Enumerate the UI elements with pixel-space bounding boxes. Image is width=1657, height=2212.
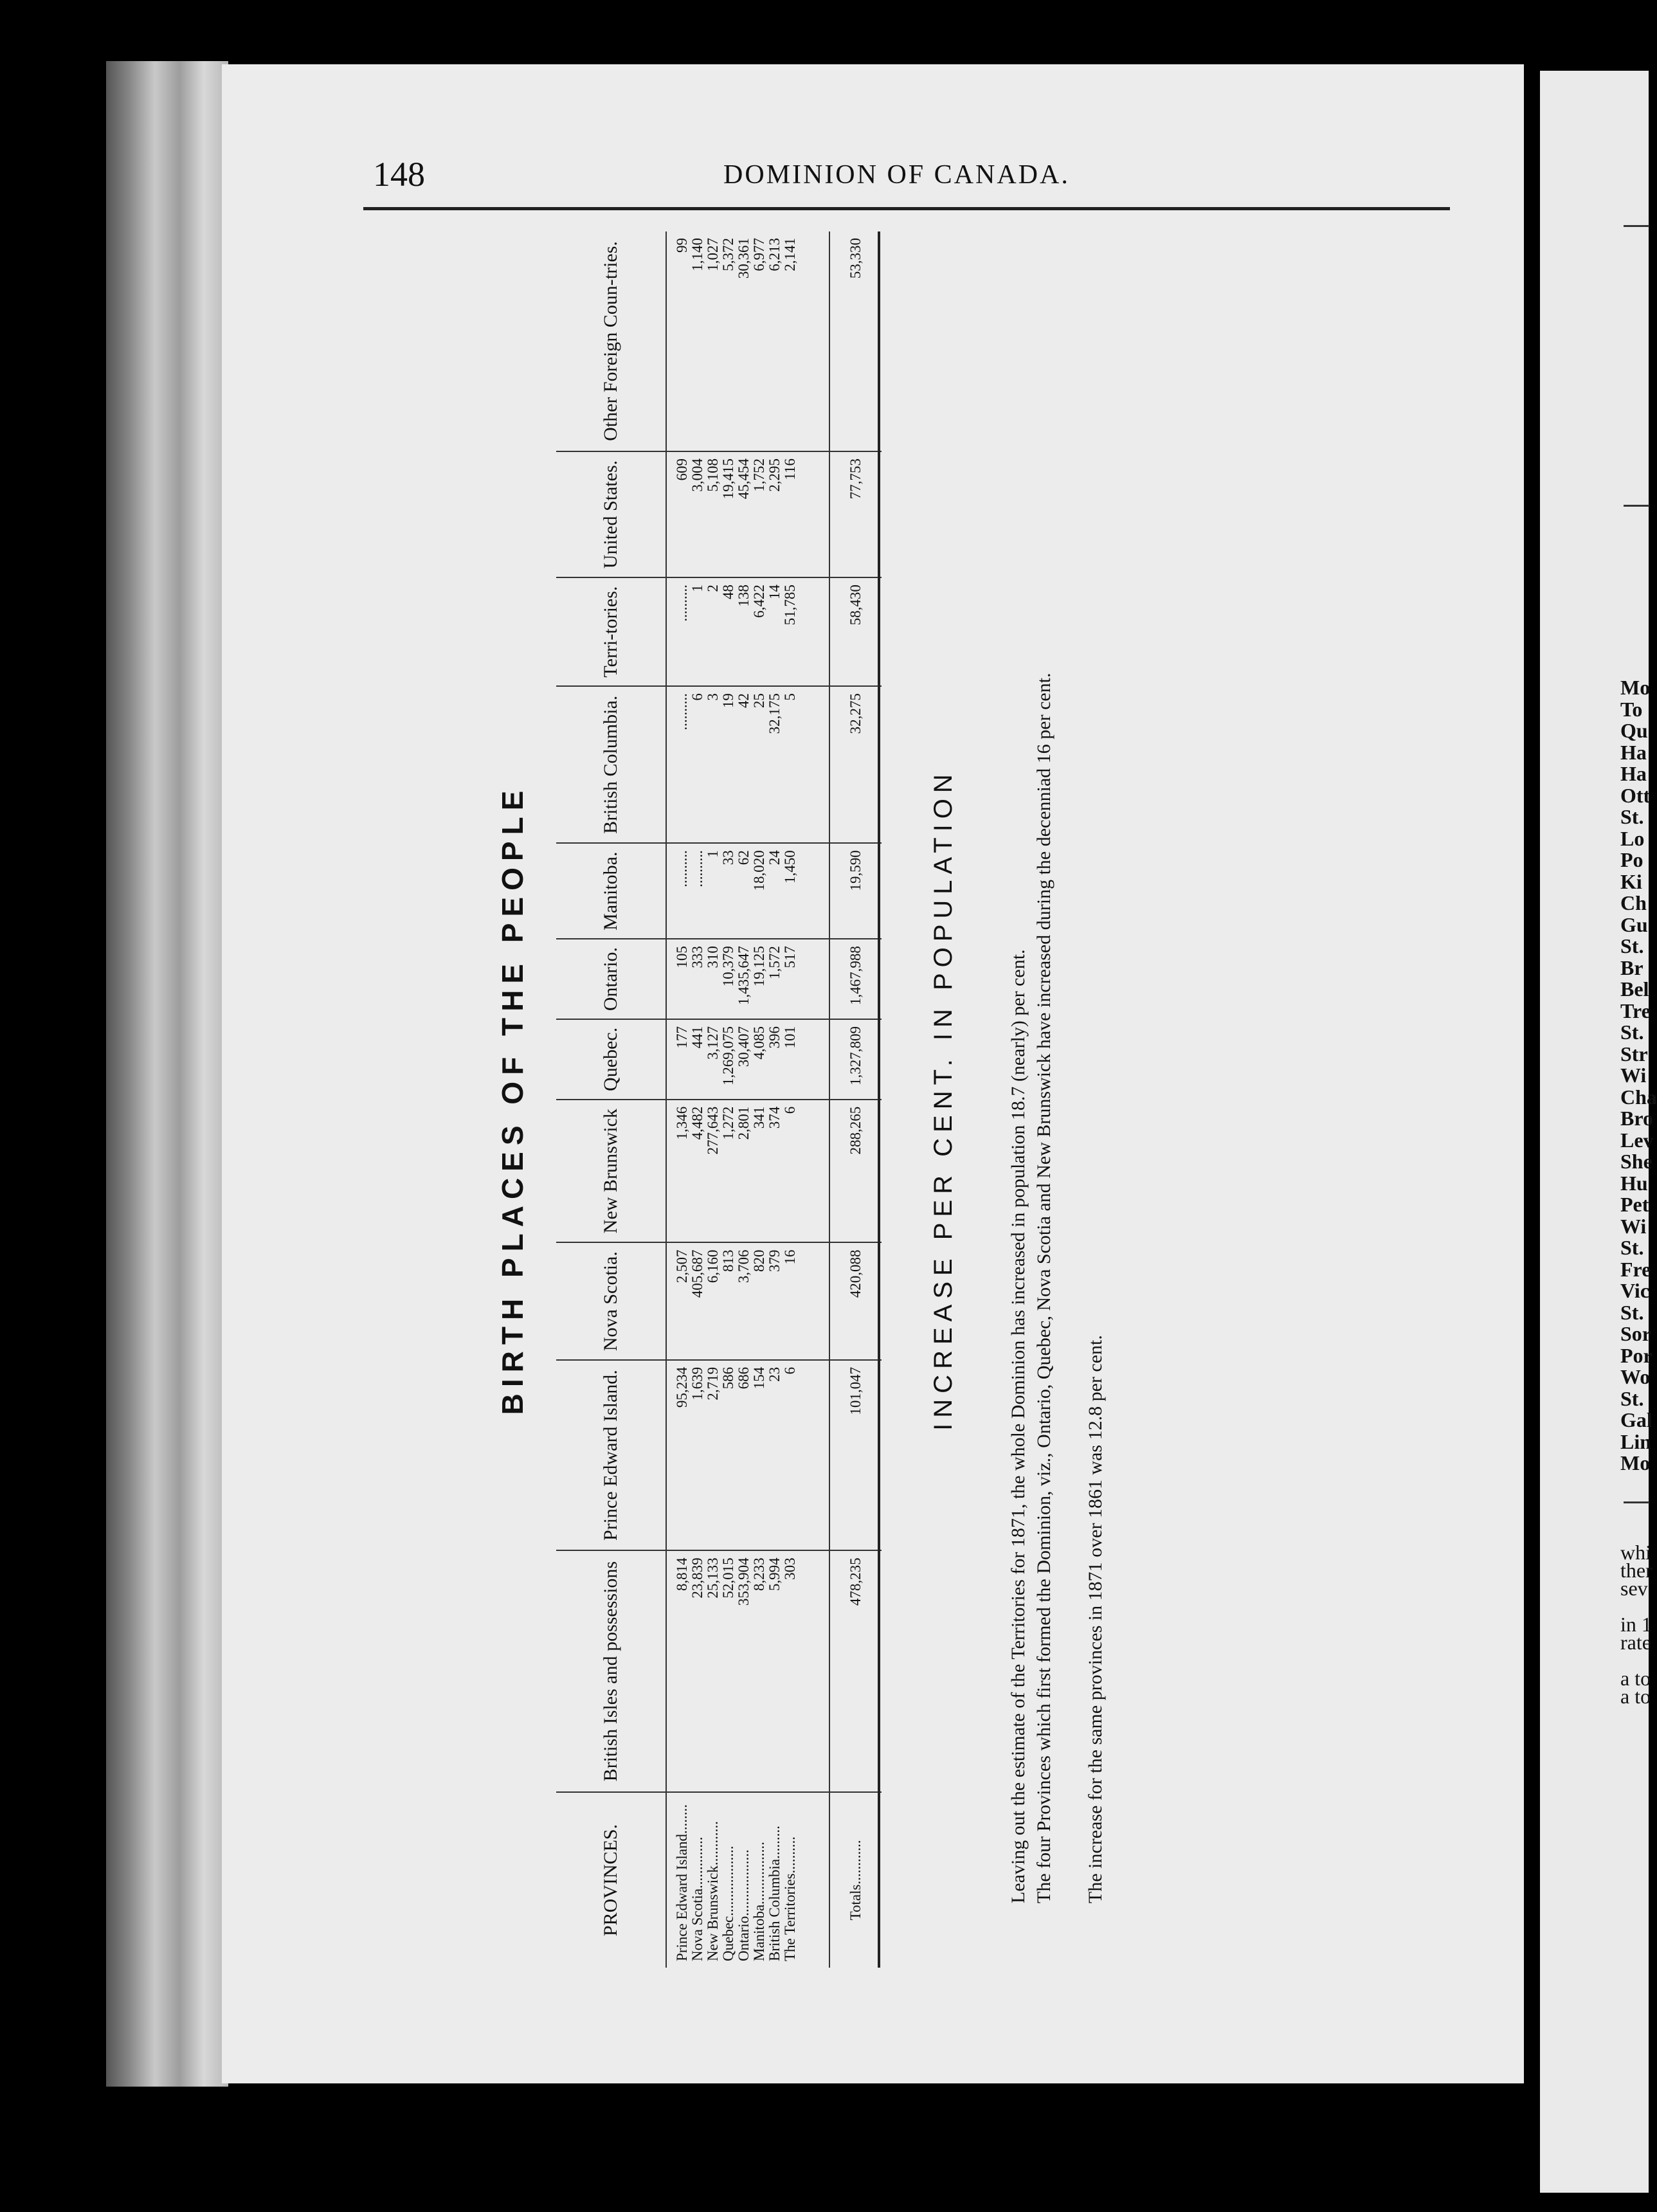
province-name: Manitoba................. bbox=[751, 1842, 767, 1961]
list-fragment: Gal bbox=[1620, 1408, 1652, 1431]
text-fragment: a to bbox=[1620, 1667, 1651, 1690]
list-fragment: Wi bbox=[1620, 1214, 1647, 1238]
table-cell: 1,027 bbox=[705, 238, 721, 271]
adjacent-list-fragments bbox=[1620, 677, 1657, 1474]
table-body bbox=[666, 231, 829, 1968]
list-fragment: Wo bbox=[1620, 1365, 1651, 1388]
total-cell: 420,088 bbox=[829, 1242, 882, 1359]
table-cell: 8,814 bbox=[674, 1557, 690, 1591]
value-column bbox=[666, 577, 829, 686]
table-cell: 1,346 bbox=[674, 1106, 690, 1140]
total-cell: 77,753 bbox=[829, 451, 882, 577]
table-title: BIRTH PLACES OF THE PEOPLE bbox=[496, 784, 529, 1415]
table-cell: 2,507 bbox=[674, 1249, 690, 1283]
table-cell: 353,904 bbox=[736, 1557, 752, 1606]
table-cell: 820 bbox=[751, 1249, 767, 1272]
list-fragment: Mo bbox=[1620, 676, 1651, 699]
total-cell: 288,265 bbox=[829, 1100, 882, 1243]
table-cell: 1,639 bbox=[689, 1366, 705, 1401]
value-column bbox=[666, 451, 829, 577]
list-fragment: Mo bbox=[1620, 1451, 1651, 1474]
list-fragment: Lo bbox=[1620, 826, 1645, 850]
table-cell: 1,140 bbox=[689, 238, 705, 271]
table-cell: 45,454 bbox=[736, 458, 752, 500]
column-header: Other Foreign Coun-tries. bbox=[556, 231, 666, 451]
adjacent-page bbox=[1540, 71, 1657, 2193]
list-fragment: Bel bbox=[1620, 977, 1649, 1001]
table-cell: 1,269,075 bbox=[720, 1026, 736, 1085]
table-cell: 95,234 bbox=[674, 1366, 690, 1408]
value-column bbox=[666, 686, 829, 843]
table-cell: 2,295 bbox=[766, 458, 783, 492]
table-cell: 42 bbox=[736, 693, 752, 709]
table-cell: 14 bbox=[766, 585, 783, 600]
total-cell: 101,047 bbox=[829, 1360, 882, 1551]
table-cell: 303 bbox=[782, 1557, 798, 1580]
paragraph: Leaving out the estimate of the Territories for 1871, the whole Dominion has increased in population 18.7 (nearly) per cent. bbox=[1008, 949, 1029, 1903]
paragraph: The increase for the same provinces in 1871 over 1861 was 12.8 per cent. bbox=[1085, 1335, 1106, 1903]
table-cell: 2,141 bbox=[782, 238, 798, 271]
list-fragment: St. bbox=[1620, 1386, 1644, 1410]
table-bottom-rule bbox=[878, 231, 880, 1968]
table-cell: 3,004 bbox=[689, 458, 705, 492]
rule bbox=[1624, 505, 1649, 507]
province-name: Ontario.................. bbox=[736, 1849, 752, 1961]
column-header: New Brunswick bbox=[556, 1100, 666, 1243]
table-cell: 396 bbox=[766, 1026, 783, 1049]
total-cell: 478,235 bbox=[829, 1550, 882, 1792]
table-cell: 10,379 bbox=[720, 946, 736, 987]
table-cell: 813 bbox=[720, 1249, 736, 1272]
text-fragment: rate bbox=[1620, 1631, 1651, 1654]
province-column bbox=[666, 1792, 829, 1968]
table-cell: 101 bbox=[782, 1026, 798, 1049]
table-cell: 6,422 bbox=[751, 585, 767, 618]
table-cell: 116 bbox=[782, 458, 798, 480]
list-fragment: Ha bbox=[1620, 762, 1647, 785]
total-cell: 32,275 bbox=[829, 686, 882, 843]
table-cell: 379 bbox=[766, 1249, 783, 1272]
table-cell: .......... bbox=[674, 693, 690, 730]
table-cell: 333 bbox=[689, 946, 705, 968]
value-column bbox=[666, 939, 829, 1019]
total-cell: 1,327,809 bbox=[829, 1019, 882, 1100]
table-cell: 277,643 bbox=[705, 1106, 721, 1155]
province-name: New Brunswick............ bbox=[705, 1821, 721, 1961]
list-fragment: Str bbox=[1620, 1042, 1648, 1065]
table-cell: 405,687 bbox=[689, 1249, 705, 1298]
table-cell: 1,752 bbox=[751, 458, 767, 492]
table-cell: 19 bbox=[720, 693, 736, 709]
column-header: United States. bbox=[556, 451, 666, 577]
adjacent-text-fragments bbox=[1620, 1541, 1652, 1708]
table-cell: 1 bbox=[689, 585, 705, 592]
table-cell: 374 bbox=[766, 1106, 783, 1129]
table-cell: 310 bbox=[705, 946, 721, 968]
totals-row bbox=[829, 231, 882, 1968]
table-cell: 3,127 bbox=[705, 1026, 721, 1060]
list-fragment: Tre bbox=[1620, 999, 1651, 1022]
table-cell: 6 bbox=[782, 1366, 798, 1375]
column-header: Terri-tories. bbox=[556, 577, 666, 686]
list-fragment: She bbox=[1620, 1150, 1652, 1173]
table-cell: 3,706 bbox=[736, 1249, 752, 1283]
list-fragment: Lev bbox=[1620, 1128, 1654, 1152]
table-cell: 25 bbox=[751, 693, 767, 709]
table-cell: 138 bbox=[736, 585, 752, 607]
list-fragment: Pet bbox=[1620, 1193, 1649, 1216]
table-cell: 6 bbox=[782, 1106, 798, 1114]
table-cell: 517 bbox=[782, 946, 798, 968]
header-rule bbox=[363, 207, 1450, 210]
table-cell: 586 bbox=[720, 1366, 736, 1390]
page-number: 148 bbox=[373, 155, 425, 194]
rule bbox=[1624, 225, 1649, 227]
column-header: PROVINCES. bbox=[556, 1792, 666, 1968]
table-cell: 6,160 bbox=[705, 1249, 721, 1283]
value-column bbox=[666, 1360, 829, 1551]
column-header: Prince Edward Island. bbox=[556, 1360, 666, 1551]
table-cell: 16 bbox=[782, 1249, 798, 1265]
table-cell: 24 bbox=[766, 850, 783, 866]
table-cell: 62 bbox=[736, 850, 752, 866]
table-cell: 105 bbox=[674, 946, 690, 968]
text-fragment: whi bbox=[1620, 1541, 1651, 1564]
table-cell: .......... bbox=[674, 585, 690, 622]
table-cell: 1,450 bbox=[782, 850, 798, 884]
table-cell: 5 bbox=[782, 693, 798, 701]
value-column bbox=[666, 231, 829, 451]
table-cell: 441 bbox=[689, 1026, 705, 1049]
table-cell: 177 bbox=[674, 1026, 690, 1049]
list-fragment: Ha bbox=[1620, 740, 1647, 764]
book-page-edge bbox=[106, 61, 228, 2087]
value-column bbox=[666, 1550, 829, 1792]
column-header: British Isles and possessions bbox=[556, 1550, 666, 1792]
column-header: British Columbia. bbox=[556, 686, 666, 843]
table-header-row bbox=[556, 231, 666, 1968]
table-cell: 6 bbox=[689, 693, 705, 701]
list-fragment: Por bbox=[1620, 1343, 1652, 1367]
list-fragment: Cha bbox=[1620, 1085, 1657, 1109]
table-cell: 19,125 bbox=[751, 946, 767, 987]
text-fragment: sev bbox=[1620, 1577, 1648, 1600]
totals-label: Totals............ bbox=[829, 1792, 882, 1968]
column-header: Quebec. bbox=[556, 1019, 666, 1100]
list-fragment: Gu bbox=[1620, 912, 1648, 936]
table-cell: 23 bbox=[766, 1366, 783, 1382]
list-fragment: Po bbox=[1620, 848, 1643, 871]
list-fragment: St. bbox=[1620, 1020, 1644, 1044]
column-header: Manitoba. bbox=[556, 843, 666, 939]
paragraph: The four Provinces which first formed the Dominion, viz., Ontario, Quebec, Nova Scotia and New Brunswick have increased during the decenniad 16 per cent. bbox=[1033, 673, 1055, 1903]
list-fragment: Sor bbox=[1620, 1322, 1651, 1345]
table-cell: 1,435,647 bbox=[736, 946, 752, 1006]
table-cell: 51,785 bbox=[782, 585, 798, 626]
table-cell: 5,994 bbox=[766, 1557, 783, 1591]
list-fragment: Fre bbox=[1620, 1257, 1651, 1281]
province-name: British Columbia......... bbox=[766, 1826, 783, 1961]
list-fragment: Qu bbox=[1620, 719, 1648, 742]
list-fragment: Vic bbox=[1620, 1279, 1650, 1302]
list-fragment: Wi bbox=[1620, 1064, 1647, 1087]
table-cell: 19,415 bbox=[720, 458, 736, 500]
table-cell: 6,213 bbox=[766, 238, 783, 271]
table-cell: .......... bbox=[689, 850, 705, 887]
table-cell: 1,272 bbox=[720, 1106, 736, 1140]
list-fragment: Bro bbox=[1620, 1107, 1653, 1130]
list-fragment: Lin bbox=[1620, 1429, 1652, 1453]
total-cell: 19,590 bbox=[829, 843, 882, 939]
table-cell: 30,361 bbox=[736, 238, 752, 279]
table-cell: 3 bbox=[705, 693, 721, 701]
total-cell: 1,467,988 bbox=[829, 939, 882, 1019]
main-page bbox=[222, 64, 1524, 2083]
table-cell: 23,839 bbox=[689, 1557, 705, 1599]
list-fragment: To bbox=[1620, 697, 1643, 721]
province-name: Prince Edward Island........ bbox=[674, 1804, 690, 1961]
table-cell: 2,801 bbox=[736, 1106, 752, 1140]
table-cell: 52,015 bbox=[720, 1557, 736, 1599]
birth-places-table bbox=[556, 231, 882, 1968]
value-column bbox=[666, 1100, 829, 1243]
text-fragment: ther bbox=[1620, 1559, 1652, 1582]
table-cell: 2,719 bbox=[705, 1366, 721, 1401]
table-cell: 609 bbox=[674, 458, 690, 481]
value-column bbox=[666, 1019, 829, 1100]
section-title: INCREASE PER CENT. IN POPULATION bbox=[929, 768, 957, 1431]
table-cell: 99 bbox=[674, 238, 690, 253]
rotated-content bbox=[479, 231, 1444, 1968]
table-cell: 2 bbox=[705, 585, 721, 592]
value-column bbox=[666, 843, 829, 939]
text-fragment: a to bbox=[1620, 1685, 1651, 1708]
list-fragment: St. bbox=[1620, 1300, 1644, 1324]
table-cell: 4,482 bbox=[689, 1106, 705, 1140]
running-header: DOMINION OF CANADA. bbox=[723, 160, 1070, 190]
table-cell: .......... bbox=[674, 850, 690, 887]
table-cell: 6,977 bbox=[751, 238, 767, 271]
list-fragment: Ott bbox=[1620, 783, 1651, 807]
list-fragment: Ki bbox=[1620, 869, 1642, 893]
column-header: Ontario. bbox=[556, 939, 666, 1019]
table-cell: 341 bbox=[751, 1106, 767, 1129]
list-fragment: St. bbox=[1620, 1236, 1644, 1259]
table-cell: 48 bbox=[720, 585, 736, 600]
list-fragment: Br bbox=[1620, 956, 1643, 979]
table-cell: 4,085 bbox=[751, 1026, 767, 1060]
province-name: Quebec................... bbox=[720, 1845, 736, 1961]
table-cell: 25,133 bbox=[705, 1557, 721, 1599]
province-name: The Territories.......... bbox=[782, 1836, 798, 1961]
text-fragment: in 1 bbox=[1620, 1613, 1652, 1636]
list-fragment: Ch bbox=[1620, 891, 1647, 914]
list-fragment: Hu bbox=[1620, 1171, 1648, 1195]
table-cell: 5,108 bbox=[705, 458, 721, 492]
table-cell: 32,175 bbox=[766, 693, 783, 734]
table-cell: 686 bbox=[736, 1366, 752, 1390]
province-name: Nova Scotia.............. bbox=[689, 1836, 705, 1961]
value-column bbox=[666, 1242, 829, 1359]
table-cell: 154 bbox=[751, 1366, 767, 1390]
table-cell: 1 bbox=[705, 850, 721, 858]
total-cell: 58,430 bbox=[829, 577, 882, 686]
rule bbox=[1624, 1501, 1649, 1503]
table-cell: 33 bbox=[720, 850, 736, 866]
table-cell: 8,233 bbox=[751, 1557, 767, 1591]
list-fragment: St. bbox=[1620, 934, 1644, 957]
column-header: Nova Scotia. bbox=[556, 1242, 666, 1359]
table-cell: 18,020 bbox=[751, 850, 767, 891]
table-cell: 30,407 bbox=[736, 1026, 752, 1067]
list-fragment: St. bbox=[1620, 805, 1644, 828]
table-cell: 5,372 bbox=[720, 238, 736, 271]
table-cell: 1,572 bbox=[766, 946, 783, 979]
total-cell: 53,330 bbox=[829, 231, 882, 451]
